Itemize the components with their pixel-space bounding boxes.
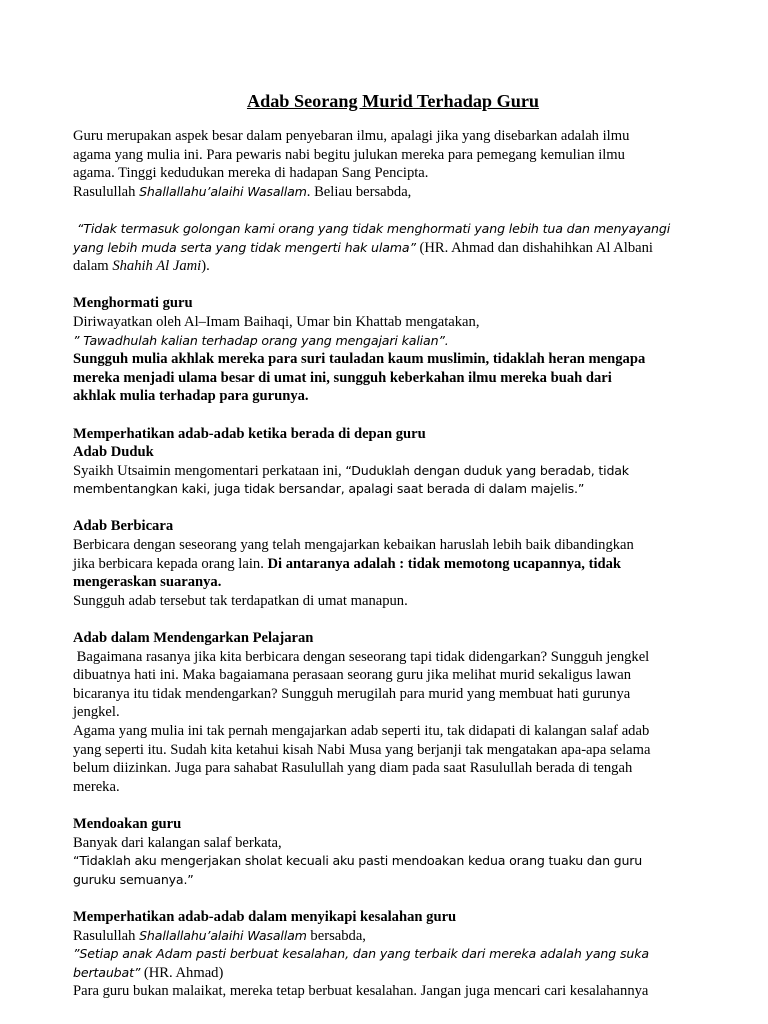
body-text: jika berbicara kepada orang lain. xyxy=(73,555,268,572)
hadith-line xyxy=(73,257,713,276)
quote-line: ”Setiap anak Adam pasti berbuat kesalahan, dan yang terbaik dari mereka adalah yang suka xyxy=(73,946,649,962)
hadith-line xyxy=(73,239,713,258)
body-line: yang seperti itu. Sudah kita ketahui kisah Nabi Musa yang berjanji tak mengatakan apa-apa selama xyxy=(73,741,651,758)
body-text: Syaikh Utsaimin mengomentari perkataan ini, xyxy=(73,462,346,479)
intro-text: Rasulullah xyxy=(73,183,140,200)
section-heading: Adab Berbicara xyxy=(73,518,174,535)
hadith-quote: “Tidak termasuk golongan kami orang yang tidak menghormati yang lebih tua dan menyayangi xyxy=(77,220,671,236)
bold-line: mereka menjadi ulama besar di umat ini, sungguh keberkahan ilmu mereka buah dari xyxy=(73,369,612,386)
quote-line xyxy=(73,964,713,983)
quote-line: membentangkan kaki, juga tidak bersandar, apalagi saat berada di dalam majelis.” xyxy=(73,481,585,497)
body-line: Diriwayatkan oleh Al–Imam Baihaqi, Umar bin Khattab mengatakan, xyxy=(73,313,480,330)
intro-line: agama yang mulia ini. Para pewaris nabi begitu julukan mereka para pemegang kemulian ilmu xyxy=(73,146,625,163)
hadith-quote: yang lebih muda serta yang tidak mengerti hak ulama” xyxy=(73,239,416,255)
bold-text: Di antaranya adalah : tidak memotong ucapannya, tidak xyxy=(267,555,622,572)
page-title: Adab Seorang Murid Terhadap Guru xyxy=(246,91,540,111)
quote-text: “Duduklah dengan duduk yang beradab, tidak xyxy=(345,462,629,478)
hadith-line xyxy=(73,220,713,239)
body-line: bicaranya itu tidak mendengarkan? Sungguh merugilah para murid yang membuat hati gurunya xyxy=(73,685,631,702)
section-heading: Menghormati guru xyxy=(73,295,193,312)
quote-line: ” Tawadhulah kalian terhadap orang yang mengajari kalian”. xyxy=(73,332,449,348)
body-line: dibuatnya hati ini. Maka bagaiamana perasaan seorang guru jika melihat murid sekaligus lawan xyxy=(73,667,632,684)
section-heading: Adab dalam Mendengarkan Pelajaran xyxy=(73,630,314,647)
section-heading: Mendoakan guru xyxy=(73,815,182,832)
intro-italic: Shallallahu’alaihi Wasallam xyxy=(139,183,307,199)
body-line xyxy=(73,462,713,481)
body-line xyxy=(73,927,713,946)
body-line: Agama yang mulia ini tak pernah mengajarkan adab seperti itu, tak didapati di kalangan salaf adab xyxy=(73,723,650,739)
body-line: Berbicara dengan seseorang yang telah mengajarkan kebaikan haruslah lebih baik dibandingkan xyxy=(73,537,634,554)
body-line: Para guru bukan malaikat, mereka tetap berbuat kesalahan. Jangan juga mencari cari kesalahannya xyxy=(73,983,649,1000)
section-heading: Memperhatikan adab-adab dalam menyikapi kesalahan guru xyxy=(73,908,457,925)
body-text: bersabda, xyxy=(306,927,366,944)
italic-text: Shallallahu’alaihi Wasallam xyxy=(139,927,307,943)
body-line xyxy=(73,555,713,574)
intro-line: agama. Tinggi kedudukan mereka di hadapan Sang Pencipta. xyxy=(73,165,429,182)
body-line: mereka. xyxy=(73,778,120,795)
hadith-source: ). xyxy=(201,258,210,275)
body-line: jengkel. xyxy=(73,704,120,721)
quote-line: “Tidaklah aku mengerjakan sholat kecuali aku pasti mendoakan kedua orang tuaku dan guru xyxy=(73,853,643,869)
hadith-source: dalam xyxy=(73,258,113,275)
bold-line: mengeraskan suaranya. xyxy=(73,574,222,591)
intro-text: . Beliau bersabda, xyxy=(306,183,412,200)
body-line: Bagaimana rasanya jika kita berbicara dengan seseorang tapi tidak didengarkan? Sungguh jengkel xyxy=(73,648,650,665)
quote-line: guruku semuanya.” xyxy=(73,871,194,887)
section-heading: Memperhatikan adab-adab ketika berada di depan guru xyxy=(73,425,426,442)
sub-heading: Adab Duduk xyxy=(73,444,154,461)
body-line: Banyak dari kalangan salaf berkata, xyxy=(73,834,282,851)
hadith-book: Shahih Al Jami xyxy=(112,258,202,275)
body-line: belum diizinkan. Juga para sahabat Rasulullah yang diam pada saat Rasulullah berada di tengah xyxy=(73,760,633,777)
quote-text: bertaubat” xyxy=(73,964,141,980)
document-content xyxy=(73,90,713,1001)
body-line: Sungguh adab tersebut tak terdapatkan di umat manapun. xyxy=(73,592,408,609)
hadith-source: (HR. Ahmad dan dishahihkan Al Albani xyxy=(415,239,653,256)
intro-line xyxy=(73,183,713,202)
hadith-source: (HR. Ahmad) xyxy=(140,964,224,981)
bold-line: Sungguh mulia akhlak mereka para suri tauladan kaum muslimin, tidaklah heran mengapa xyxy=(73,351,646,368)
body-text: Rasulullah xyxy=(73,927,140,944)
intro-line: Guru merupakan aspek besar dalam penyebaran ilmu, apalagi jika yang disebarkan adalah ilmu xyxy=(73,128,630,144)
bold-line: akhlak mulia terhadap para gurunya. xyxy=(73,388,309,405)
